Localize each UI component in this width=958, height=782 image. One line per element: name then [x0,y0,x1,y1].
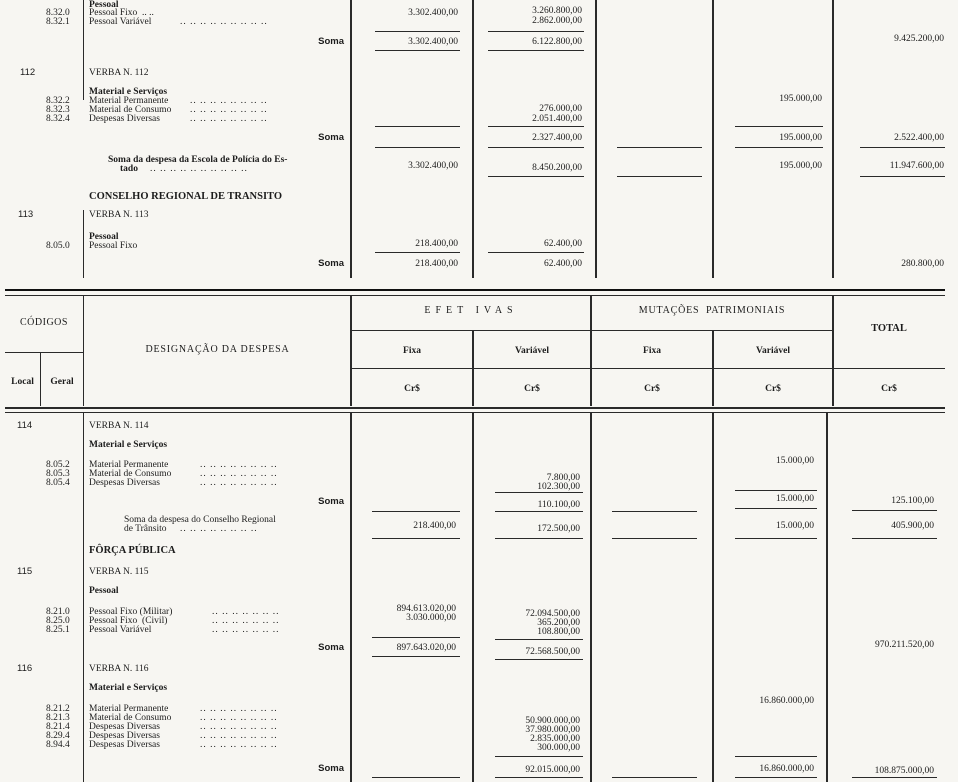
value-fixa: 3.302.400,00 [408,8,458,18]
rule [5,407,945,409]
code-geral: 8.32.3 [46,105,70,115]
dot-leader: .. .. .. .. .. .. .. .. [200,740,278,750]
header-fixa-mut: Fixa [643,346,661,356]
dot-leader: .. .. .. .. .. .. .. .. [200,722,278,732]
sum-rule [852,777,937,778]
section-heading: Pessoal [89,586,119,596]
rule [350,368,945,369]
rule [83,0,84,100]
rule [350,330,832,331]
sum-rule [860,176,945,177]
soma-label: Soma [318,763,344,774]
value-variavel: 7.800,00 [546,473,580,483]
dot-leader: .. .. .. .. .. .. .. [212,607,280,617]
dot-leader: .. .. .. .. .. .. .. .. [200,460,278,470]
sum-rule [612,511,697,512]
dot-leader: .. .. .. .. .. .. .. .. .. [180,17,268,27]
sum-rule [375,147,460,148]
sum-rule [372,538,460,539]
value-variavel: 3.260.800,00 [532,6,582,16]
value-variavel: 8.450.200,00 [532,163,582,173]
verba-heading: VERBA N. 112 [89,68,149,78]
dot-leader: .. .. .. .. .. .. .. .. [190,105,268,115]
row-label: Material Permanente [89,96,169,106]
code-geral: 8.05.0 [46,241,70,251]
value-total: 2.522.400,00 [894,133,944,143]
value-variavel: 365.200,00 [537,618,580,628]
sum-rule [495,756,583,757]
value-mut-variavel: 15.000,00 [776,494,814,504]
row-label: Material de Consumo [89,469,172,479]
verba-heading: VERBA N. 113 [89,210,149,220]
header-currency: Cr$ [765,384,781,394]
sum-rule [372,511,460,512]
sum-rule [488,31,584,32]
section-heading: Material e Serviços [89,440,168,450]
value-total: 280.800,00 [901,259,944,269]
sum-rule [495,492,583,493]
value-fixa: 218.400,00 [415,259,458,269]
row-label: Despesas Diversas [89,114,160,124]
sum-rule [495,511,583,512]
value-variavel: 2.051.400,00 [532,114,582,124]
header-codigos: CÓDIGOS [20,317,68,328]
sum-rule [375,252,460,253]
value-variavel: 72.568.500,00 [525,647,580,657]
sum-rule [612,777,697,778]
row-label: Pessoal Fixo (Civil) [89,616,168,626]
rule [472,0,474,278]
rule [83,296,84,406]
sum-rule [375,31,460,32]
value-fixa: 218.400,00 [413,521,456,531]
value-fixa: 897.643.020,00 [396,643,456,653]
dot-leader: .. .. .. .. .. .. .. .. [200,704,278,714]
code-local: 112 [20,67,36,78]
code-geral: 8.21.4 [46,722,70,732]
row-label: Pessoal Variável [89,17,152,27]
row-label: Despesas Diversas [89,478,160,488]
header-designacao: DESIGNAÇÃO DA DESPESA [145,344,290,355]
code-geral: 8.32.0 [46,8,70,18]
value-variavel: 110.100,00 [537,500,580,510]
header-currency: Cr$ [404,384,420,394]
verba-heading: VERBA N. 116 [89,664,149,674]
section-heading: Pessoal [89,232,119,242]
row-label: Pessoal Fixo .. .. [89,8,154,18]
sum-rule [735,147,823,148]
header-currency: Cr$ [524,384,540,394]
sum-rule [735,756,817,757]
value-variavel: 92.015.000,00 [525,765,580,775]
rule [350,0,352,278]
dot-leader: .. .. .. .. .. .. .. .. [200,478,278,488]
code-geral: 8.25.0 [46,616,70,626]
header-geral: Geral [50,377,74,387]
sum-rule [735,538,817,539]
value-variavel: 6.122.800,00 [532,37,582,47]
value-variavel: 102.300,00 [537,482,580,492]
code-geral: 8.21.0 [46,607,70,617]
soma-label: Soma [318,36,344,47]
header-currency: Cr$ [644,384,660,394]
sum-rule [495,777,583,778]
value-variavel: 172.500,00 [537,524,580,534]
rule [83,412,84,782]
row-label: Material de Consumo [89,105,172,115]
header-fixa: Fixa [403,346,421,356]
header-local: Local [11,377,34,387]
sum-rule [372,637,460,638]
row-label: tado [120,164,138,174]
code-geral: 8.05.4 [46,478,70,488]
value-mut-variavel: 15.000,00 [776,456,814,466]
sum-rule [488,50,584,51]
sum-rule [860,147,945,148]
rule [83,210,84,278]
value-total: 125.100,00 [891,496,934,506]
row-label: Soma da despesa do Conselho Regional [124,515,276,525]
row-label: Soma da despesa da Escola de Polícia do Es- [108,155,288,165]
value-variavel: 37.980.000,00 [525,725,580,735]
sum-rule [495,659,583,660]
code-local: 116 [17,663,33,674]
rule [832,0,834,278]
rule [712,0,714,278]
header-variavel-mut: Variável [756,346,790,356]
value-fixa: 894.613.020,00 [396,604,456,614]
code-geral: 8.21.3 [46,713,70,723]
section-heading: Pessoal [89,0,119,10]
section-heading: CONSELHO REGIONAL DE TRANSITO [89,191,283,202]
dot-leader: .. .. .. .. .. .. .. .. [200,731,278,741]
dot-leader: .. .. .. .. .. .. .. .. .. .. [150,164,248,174]
row-label: de Trânsito [124,524,167,534]
row-label: Despesas Diversas [89,740,160,750]
value-total: 108.875.000,00 [874,766,934,776]
dot-leader: .. .. .. .. .. .. .. .. [200,713,278,723]
rule [5,412,945,413]
row-label: Material Permanente [89,704,169,714]
value-total: 405.900,00 [891,521,934,531]
code-geral: 8.05.2 [46,460,70,470]
value-mut-variavel: 195.000,00 [779,94,822,104]
soma-label: Soma [318,132,344,143]
value-mut-variavel: 195.000,00 [779,161,822,171]
row-label: Material Permanente [89,460,169,470]
code-local: 113 [18,209,34,220]
dot-leader: .. .. .. .. .. .. .. .. [190,96,268,106]
value-variavel: 50.900.000,00 [525,716,580,726]
soma-label: Soma [318,258,344,269]
rule [5,352,83,353]
dot-leader: .. .. .. .. .. .. .. .. [180,524,258,534]
section-heading: FÔRÇA PÚBLICA [89,545,176,556]
code-geral: 8.94.4 [46,740,70,750]
value-variavel: 2.862.000,00 [532,16,582,26]
value-variavel: 300.000,00 [537,743,580,753]
value-fixa: 218.400,00 [415,239,458,249]
section-heading: Material e Serviços [89,683,168,693]
sum-rule [488,176,584,177]
sum-rule [735,508,817,509]
row-label: Pessoal Fixo (Militar) [89,607,173,617]
code-geral: 8.32.1 [46,17,70,27]
value-fixa: 3.030.000,00 [406,613,456,623]
sum-rule [852,538,937,539]
value-mut-variavel: 16.860.000,00 [759,764,814,774]
value-variavel: 72.094.500,00 [525,609,580,619]
value-variavel: 2.327.400,00 [532,133,582,143]
sum-rule [735,777,817,778]
row-label: Material de Consumo [89,713,172,723]
code-geral: 8.21.2 [46,704,70,714]
sum-rule [375,50,460,51]
value-mut-variavel: 16.860.000,00 [759,696,814,706]
page-break-rule [5,289,945,291]
code-geral: 8.25.1 [46,625,70,635]
verba-heading: VERBA N. 114 [89,421,149,431]
code-geral: 8.32.2 [46,96,70,106]
dot-leader: .. .. .. .. .. .. .. [212,625,280,635]
section-heading: Material e Serviços [89,87,168,97]
page-break-rule [5,295,945,296]
sum-rule [735,490,817,491]
header-efetivas: EFET IVAS [424,305,518,316]
value-total: 9.425.200,00 [894,34,944,44]
code-local: 114 [17,420,33,431]
value-mut-variavel: 15.000,00 [776,521,814,531]
dot-leader: .. .. .. .. .. .. .. .. [200,469,278,479]
rule [472,412,474,782]
sum-rule [372,777,460,778]
value-variavel: 2.835.000,00 [530,734,580,744]
sum-rule [852,510,937,511]
sum-rule [735,126,823,127]
header-mutacoes: MUTAÇÕES PATRIMONIAIS [638,305,786,316]
code-geral: 8.29.4 [46,731,70,741]
value-total: 11.947.600,00 [889,161,944,171]
value-mut-variavel: 195.000,00 [779,133,822,143]
rule [350,412,352,782]
sum-rule [612,538,697,539]
soma-label: Soma [318,496,344,507]
header-currency: Cr$ [881,384,897,394]
sum-rule [488,147,584,148]
value-total: 970.211.520,00 [874,640,934,650]
sum-rule [372,656,460,657]
rule [595,0,597,278]
header-variavel: Variável [515,346,549,356]
rule [712,412,714,782]
code-local: 115 [17,566,33,577]
value-variavel: 62.400,00 [544,239,582,249]
value-variavel: 62.400,00 [544,259,582,269]
rule [826,412,828,782]
sum-rule [617,147,702,148]
code-geral: 8.05.3 [46,469,70,479]
dot-leader: .. .. .. .. .. .. .. [212,616,280,626]
row-label: Pessoal Fixo [89,241,138,251]
sum-rule [617,176,702,177]
row-label: Despesas Diversas [89,722,160,732]
value-fixa: 3.302.400,00 [408,37,458,47]
dot-leader: .. .. .. .. .. .. .. .. [190,114,268,124]
sum-rule [495,639,583,640]
value-variavel: 108.800,00 [537,627,580,637]
sum-rule [488,252,584,253]
value-variavel: 276.000,00 [539,104,582,114]
code-geral: 8.32.4 [46,114,70,124]
rule [590,412,592,782]
row-label: Despesas Diversas [89,731,160,741]
row-label: Pessoal Variável [89,625,152,635]
sum-rule [495,538,583,539]
soma-label: Soma [318,642,344,653]
header-total: TOTAL [871,323,907,334]
sum-rule [488,126,584,127]
value-fixa: 3.302.400,00 [408,161,458,171]
sum-rule [375,126,460,127]
verba-heading: VERBA N. 115 [89,567,149,577]
